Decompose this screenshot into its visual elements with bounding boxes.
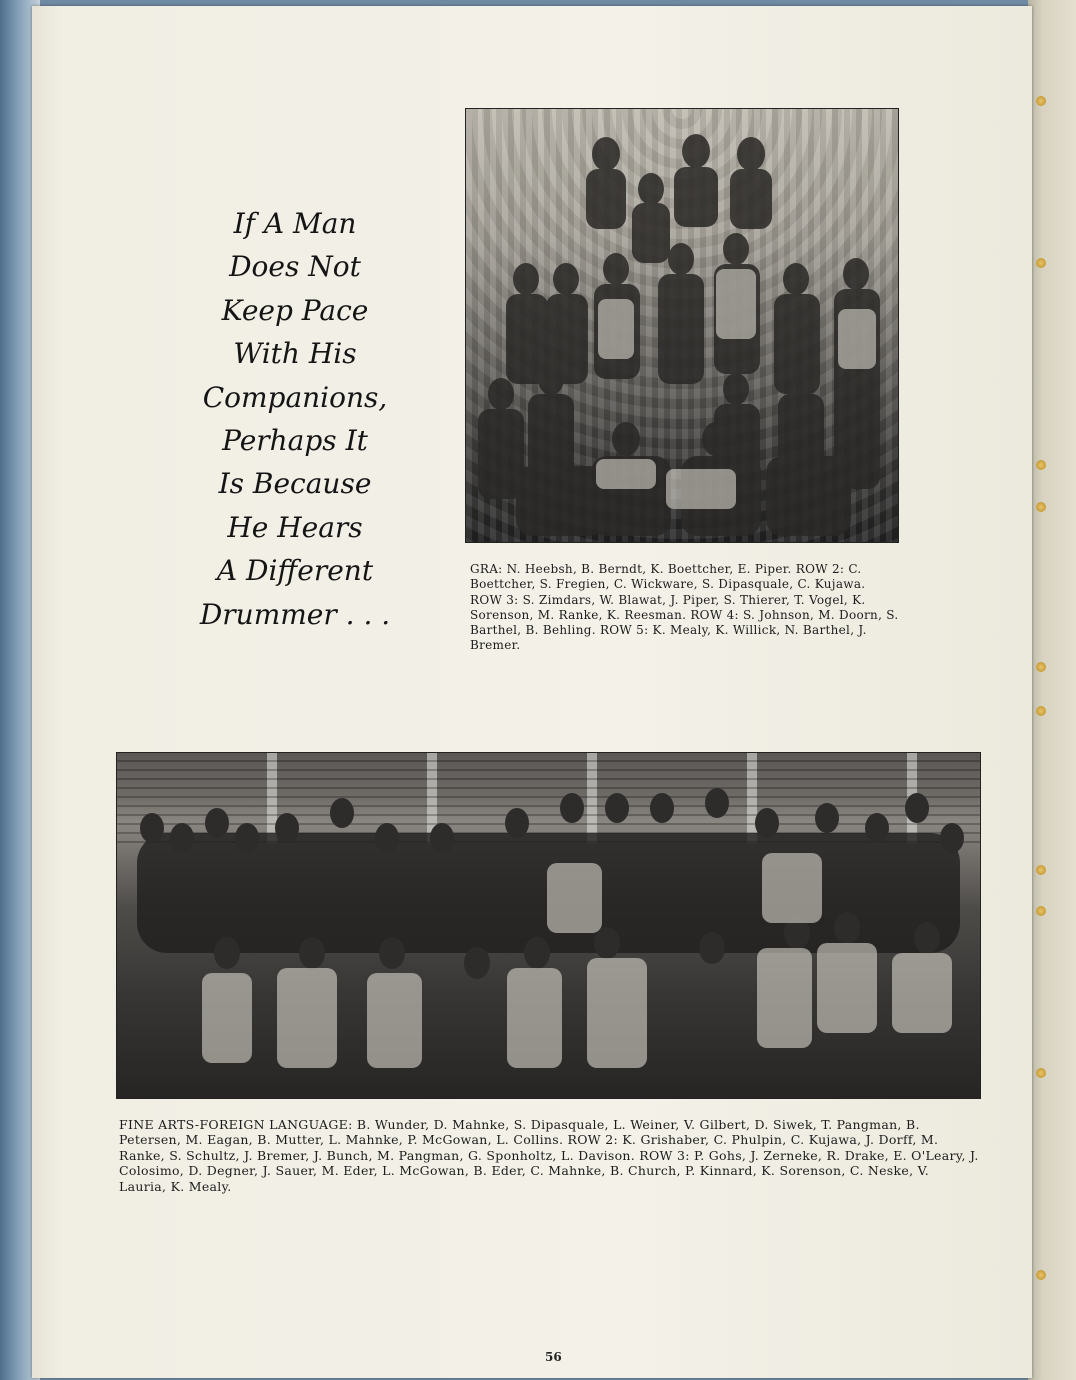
quote-line: Is Because xyxy=(218,467,372,501)
quote-line: With His xyxy=(233,337,357,371)
binding-stitch xyxy=(1036,258,1046,268)
binding-stitch xyxy=(1036,706,1046,716)
quote-block xyxy=(190,202,400,636)
quote-line: Keep Pace xyxy=(221,293,369,327)
binding-stitch xyxy=(1036,460,1046,470)
binding-stitch xyxy=(1036,906,1046,916)
fine-arts-group-photo xyxy=(116,752,981,1099)
binding-stitch xyxy=(1036,662,1046,672)
book-cover-right xyxy=(1028,0,1076,1380)
binding-stitch xyxy=(1036,502,1046,512)
group-photo-icon xyxy=(117,753,980,1098)
group-photo-icon xyxy=(466,109,898,542)
fine-arts-caption: FINE ARTS-FOREIGN LANGUAGE: B. Wunder, D. Mahnke, S. Dipasquale, L. Weiner, V. Gilbert, D. Siwek, T. Pangman, B. Petersen, M. Eagan, B. Mutter, L. Mahnke, P. McGowan, L. Collins. ROW 2: K. Grishaber, C. Phulpin, C. Kujawa, J. Dorff, M. Ranke, S. Schultz, J. Bremer, J. Bunch, M. Pangman, G. Sponholtz, L. Davison. ROW 3: P. Gohs, J. Zerneke, R. Drake, E. O'Leary, J. Colosimo, D. Degner, J. Sauer, M. Eder, L. McGowan, B. Eder, C. Mahnke, B. Church, P. Kinnard, K. Sorenson, C. Neske, V. Lauria, K. Mealy. xyxy=(119,1117,979,1194)
binding-stitch xyxy=(1036,96,1046,106)
binding-stitch xyxy=(1036,1068,1046,1078)
quote-line: If A Man xyxy=(233,207,357,240)
quote-line: A Different xyxy=(216,554,374,588)
quote-line: Companions, xyxy=(202,380,388,414)
gra-caption: GRA: N. Heebsh, B. Berndt, K. Boettcher, E. Piper. ROW 2: C. Boettcher, S. Fregien, C. Wickware, S. Dipasquale, C. Kujawa. ROW 3: S. Zimdars, W. Blawat, J. Piper, S. Thierer, T. Vogel, K. Sorenson, M. Ranke, K. Reesman. ROW 4: S. Johnson, M. Doorn, S. Barthel, B. Behling. ROW 5: K. Mealy, K. Willick, N. Barthel, J. Bremer. xyxy=(470,562,899,653)
page-number: 56 xyxy=(545,1350,562,1364)
quote-line: He Hears xyxy=(227,510,363,544)
binding-stitch xyxy=(1036,1270,1046,1280)
quote-line: Drummer . . . xyxy=(199,597,391,631)
quote-line: Does Not xyxy=(229,250,361,284)
gra-group-photo xyxy=(465,108,899,543)
binding-stitch xyxy=(1036,865,1046,875)
quote-line: Perhaps It xyxy=(222,424,368,458)
